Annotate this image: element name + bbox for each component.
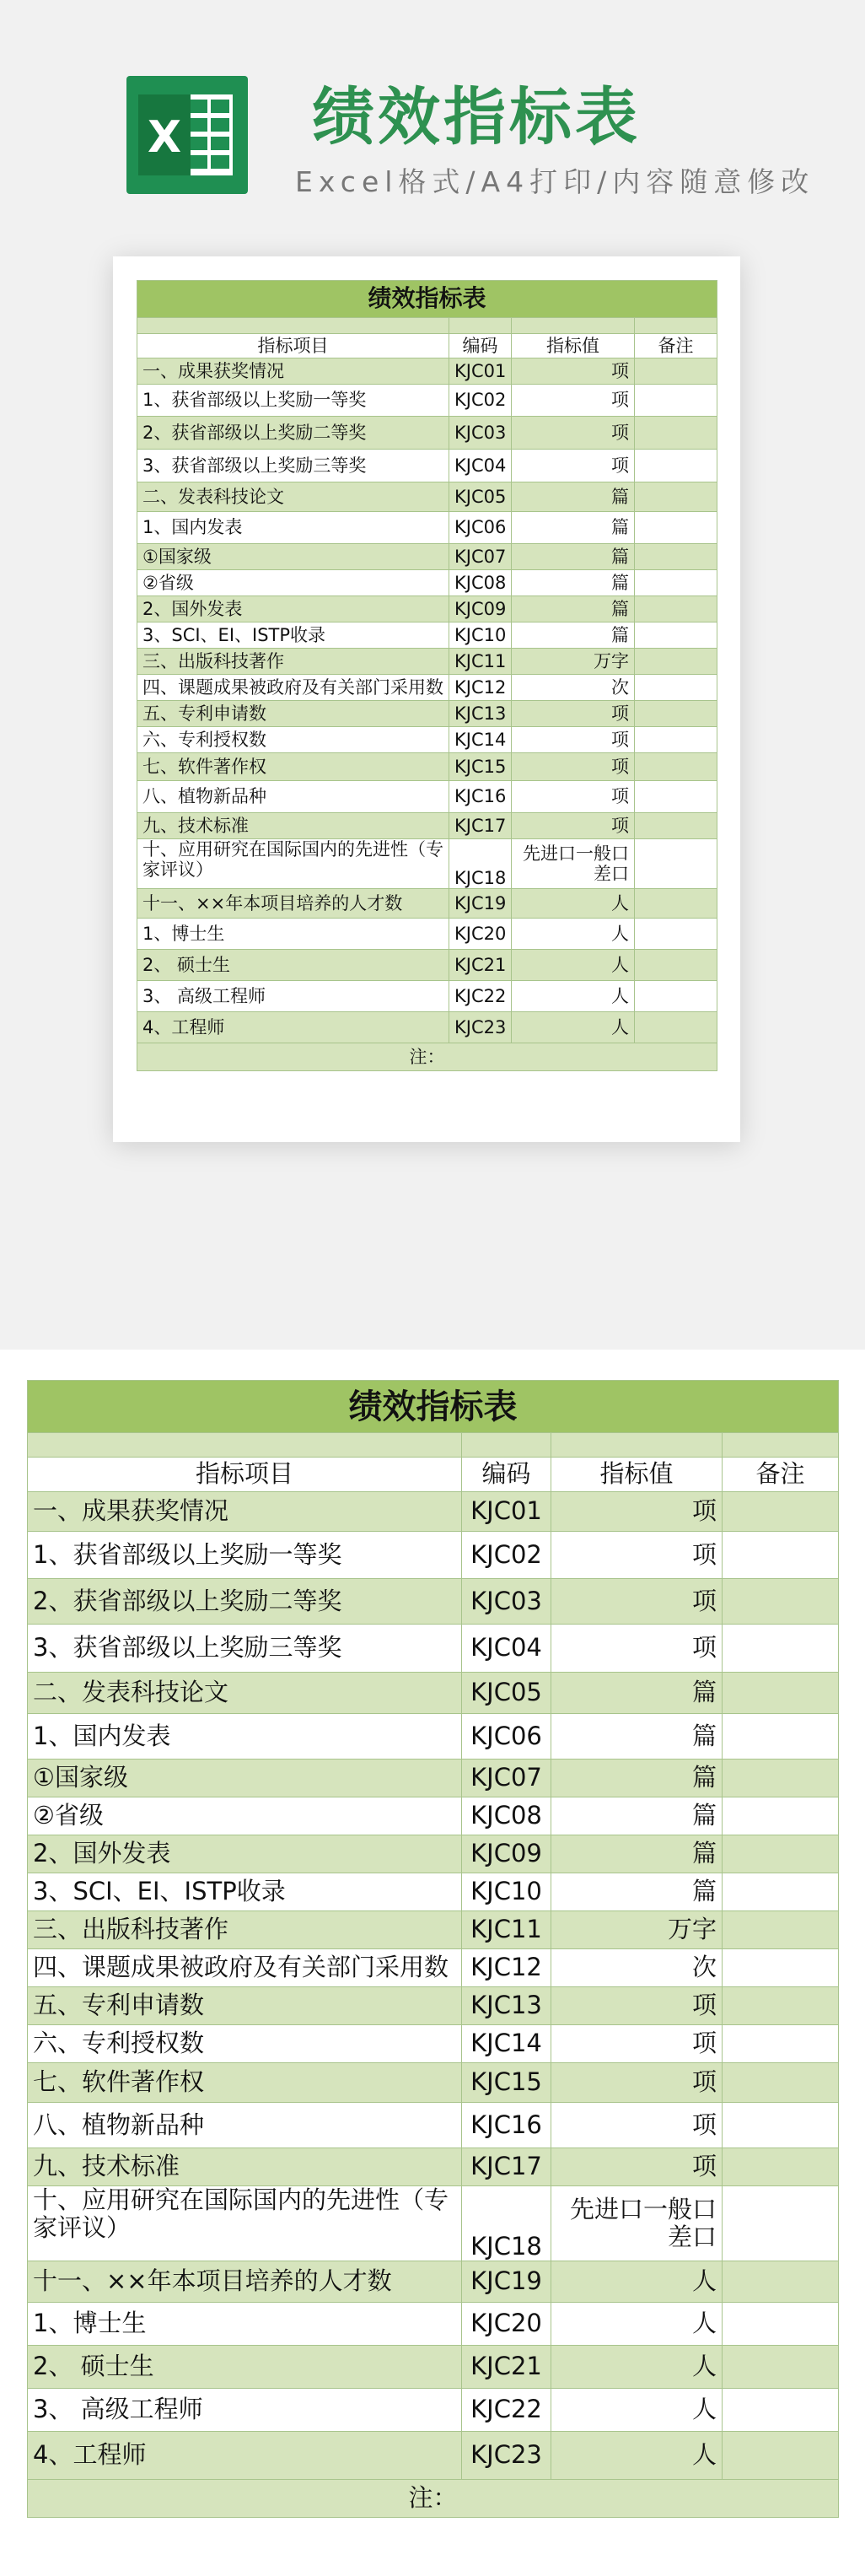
note-cell[interactable] — [723, 2148, 839, 2186]
note-cell[interactable] — [635, 675, 717, 701]
empty-cell[interactable] — [512, 318, 635, 334]
value-cell[interactable]: 项 — [551, 2063, 723, 2103]
column-header-item[interactable]: 指标项目 — [137, 334, 449, 358]
column-header-code[interactable]: 编码 — [449, 334, 512, 358]
table-row — [28, 1532, 839, 1579]
table-row — [28, 1714, 839, 1760]
value-cell[interactable]: 篇 — [512, 596, 635, 622]
item-cell[interactable]: ②省级 — [137, 570, 449, 596]
item-cell[interactable]: 二、发表科技论文 — [137, 482, 449, 512]
code-cell[interactable]: KJC17 — [462, 2148, 551, 2186]
table-row — [28, 2148, 839, 2186]
value-cell[interactable]: 项 — [551, 2148, 723, 2186]
note-cell[interactable] — [723, 1625, 839, 1673]
note-cell[interactable] — [723, 1673, 839, 1714]
sheet-title-cell[interactable]: 绩效指标表 — [137, 281, 717, 318]
item-cell[interactable]: 八、植物新品种 — [28, 2103, 462, 2148]
item-cell[interactable]: 2、获省部级以上奖励二等奖 — [137, 417, 449, 450]
value-cell[interactable]: 篇 — [551, 1835, 723, 1873]
footer-note-row — [28, 2480, 839, 2518]
item-cell[interactable]: 1、博士生 — [137, 919, 449, 950]
note-cell[interactable] — [723, 1987, 839, 2025]
note-cell[interactable] — [723, 1714, 839, 1760]
code-cell[interactable]: KJC02 — [449, 385, 512, 417]
empty-cell[interactable] — [137, 318, 449, 334]
value-cell[interactable]: 项 — [551, 1532, 723, 1579]
note-cell[interactable] — [635, 781, 717, 813]
value-cell[interactable]: 次 — [551, 1949, 723, 1987]
note-cell[interactable] — [723, 2103, 839, 2148]
value-cell[interactable]: 篇 — [512, 544, 635, 570]
value-cell[interactable]: 人 — [512, 919, 635, 950]
code-cell[interactable]: KJC10 — [449, 622, 512, 649]
code-cell[interactable]: KJC08 — [449, 570, 512, 596]
value-cell[interactable]: 项 — [551, 1987, 723, 2025]
code-cell[interactable]: KJC20 — [449, 919, 512, 950]
header-row — [137, 334, 717, 358]
note-cell[interactable] — [723, 1532, 839, 1579]
item-cell[interactable]: 四、课题成果被政府及有关部门采用数 — [137, 675, 449, 701]
table-row — [28, 1873, 839, 1911]
note-cell[interactable] — [635, 385, 717, 417]
page-title: 绩效指标表 — [312, 81, 641, 154]
code-cell[interactable]: KJC17 — [449, 813, 512, 839]
note-cell[interactable] — [723, 2025, 839, 2063]
code-cell[interactable]: KJC09 — [462, 1835, 551, 1873]
note-cell[interactable] — [635, 839, 717, 889]
item-cell[interactable]: 十一、××年本项目培养的人才数 — [137, 889, 449, 919]
note-cell[interactable] — [723, 2389, 839, 2432]
note-cell[interactable] — [723, 2303, 839, 2346]
table-row — [28, 2432, 839, 2480]
code-cell[interactable]: KJC11 — [449, 649, 512, 675]
note-cell[interactable] — [723, 1911, 839, 1949]
note-cell[interactable] — [723, 2346, 839, 2389]
sheet-title-cell[interactable]: 绩效指标表 — [28, 1381, 839, 1433]
item-cell[interactable]: 九、技术标准 — [137, 813, 449, 839]
item-cell[interactable]: 4、工程师 — [28, 2432, 462, 2480]
item-cell[interactable]: 2、国外发表 — [28, 1835, 462, 1873]
code-cell[interactable]: KJC12 — [462, 1949, 551, 1987]
item-cell[interactable]: 三、出版科技著作 — [137, 649, 449, 675]
code-cell[interactable]: KJC18 — [462, 2186, 551, 2261]
value-cell[interactable]: 人 — [512, 889, 635, 919]
table-row — [28, 1911, 839, 1949]
note-cell[interactable] — [635, 570, 717, 596]
code-cell[interactable]: KJC06 — [462, 1714, 551, 1760]
item-cell[interactable]: 六、专利授权数 — [137, 727, 449, 753]
value-cell[interactable]: 篇 — [551, 1760, 723, 1797]
table-row — [137, 813, 717, 839]
table-row — [137, 649, 717, 675]
value-cell[interactable]: 人 — [551, 2432, 723, 2480]
table-row — [137, 675, 717, 701]
header-row — [28, 1458, 839, 1492]
table-row — [137, 981, 717, 1012]
empty-cell[interactable] — [635, 318, 717, 334]
table-row — [137, 512, 717, 544]
table-row — [28, 1949, 839, 1987]
item-cell[interactable]: 1、获省部级以上奖励一等奖 — [137, 385, 449, 417]
table-row — [137, 544, 717, 570]
code-cell[interactable]: KJC18 — [449, 839, 512, 889]
column-header-value[interactable]: 指标值 — [512, 334, 635, 358]
code-cell[interactable]: KJC07 — [462, 1760, 551, 1797]
value-cell[interactable]: 人 — [551, 2261, 723, 2303]
table-row — [137, 417, 717, 450]
note-cell[interactable] — [723, 2063, 839, 2103]
note-cell[interactable] — [635, 450, 717, 482]
value-cell[interactable]: 项 — [512, 358, 635, 385]
table-row — [137, 753, 717, 781]
code-cell[interactable]: KJC12 — [449, 675, 512, 701]
value-cell[interactable]: 人 — [551, 2389, 723, 2432]
item-cell[interactable]: 十一、××年本项目培养的人才数 — [28, 2261, 462, 2303]
table-row — [137, 701, 717, 727]
item-cell[interactable]: 3、获省部级以上奖励三等奖 — [137, 450, 449, 482]
table-row — [137, 570, 717, 596]
note-cell[interactable] — [635, 622, 717, 649]
value-cell[interactable]: 先进口一般口差口 — [551, 2186, 723, 2261]
table-row — [137, 596, 717, 622]
note-cell[interactable] — [723, 2432, 839, 2480]
code-cell[interactable]: KJC03 — [449, 417, 512, 450]
item-cell[interactable]: ②省级 — [28, 1797, 462, 1835]
value-cell[interactable]: 篇 — [551, 1797, 723, 1835]
value-cell[interactable]: 项 — [512, 385, 635, 417]
code-cell[interactable]: KJC05 — [449, 482, 512, 512]
performance-table — [27, 1380, 839, 2518]
code-cell[interactable]: KJC06 — [449, 512, 512, 544]
table-row — [28, 1579, 839, 1625]
item-cell[interactable]: 3、SCI、EI、ISTP收录 — [137, 622, 449, 649]
table-row — [137, 919, 717, 950]
sheet-small — [137, 280, 717, 1071]
value-cell[interactable]: 人 — [551, 2346, 723, 2389]
svg-text:X: X — [147, 112, 182, 163]
code-cell[interactable]: KJC08 — [462, 1797, 551, 1835]
code-cell[interactable]: KJC04 — [462, 1625, 551, 1673]
sheet-large — [27, 1380, 838, 2518]
excel-icon — [126, 76, 248, 194]
code-cell[interactable]: KJC16 — [462, 2103, 551, 2148]
code-cell[interactable]: KJC13 — [462, 1987, 551, 2025]
value-cell[interactable]: 项 — [512, 753, 635, 781]
item-cell[interactable]: 2、获省部级以上奖励二等奖 — [28, 1579, 462, 1625]
table-row — [137, 889, 717, 919]
empty-cell[interactable] — [28, 1433, 462, 1458]
value-cell[interactable]: 人 — [551, 2303, 723, 2346]
value-cell[interactable]: 篇 — [512, 482, 635, 512]
column-header-value[interactable]: 指标值 — [551, 1458, 723, 1492]
item-cell[interactable]: 九、技术标准 — [28, 2148, 462, 2186]
note-cell[interactable] — [723, 1873, 839, 1911]
value-cell[interactable]: 项 — [551, 1625, 723, 1673]
item-cell[interactable]: ①国家级 — [28, 1760, 462, 1797]
table-row — [28, 1760, 839, 1797]
note-cell[interactable] — [635, 813, 717, 839]
item-cell[interactable]: 二、发表科技论文 — [28, 1673, 462, 1714]
item-cell[interactable]: 3、SCI、EI、ISTP收录 — [28, 1873, 462, 1911]
footer-note-cell[interactable]: 注： — [137, 1043, 717, 1071]
title-row — [28, 1381, 839, 1433]
code-cell[interactable]: KJC04 — [449, 450, 512, 482]
column-header-note[interactable]: 备注 — [635, 334, 717, 358]
code-cell[interactable]: KJC05 — [462, 1673, 551, 1714]
note-cell[interactable] — [635, 950, 717, 981]
item-cell[interactable]: 十、应用研究在国际国内的先进性（专家评议） — [28, 2186, 462, 2261]
item-cell[interactable]: 1、获省部级以上奖励一等奖 — [28, 1532, 462, 1579]
table-row — [137, 727, 717, 753]
value-cell[interactable]: 篇 — [512, 622, 635, 649]
note-cell[interactable] — [723, 1949, 839, 1987]
code-cell[interactable]: KJC01 — [462, 1492, 551, 1532]
code-cell[interactable]: KJC09 — [449, 596, 512, 622]
code-cell[interactable]: KJC02 — [462, 1532, 551, 1579]
code-cell[interactable]: KJC13 — [449, 701, 512, 727]
value-cell[interactable]: 项 — [512, 450, 635, 482]
item-cell[interactable]: 1、国内发表 — [137, 512, 449, 544]
table-row — [28, 2063, 839, 2103]
note-cell[interactable] — [723, 2261, 839, 2303]
value-cell[interactable]: 项 — [551, 2025, 723, 2063]
column-header-item[interactable]: 指标项目 — [28, 1458, 462, 1492]
value-cell[interactable]: 项 — [512, 781, 635, 813]
note-cell[interactable] — [635, 753, 717, 781]
note-cell[interactable] — [635, 727, 717, 753]
code-cell[interactable]: KJC19 — [449, 889, 512, 919]
code-cell[interactable]: KJC22 — [449, 981, 512, 1012]
table-row — [28, 1797, 839, 1835]
value-cell[interactable]: 项 — [512, 727, 635, 753]
table-row — [137, 450, 717, 482]
item-cell[interactable]: 3、获省部级以上奖励三等奖 — [28, 1625, 462, 1673]
table-row — [28, 2186, 839, 2261]
table-row — [137, 839, 717, 889]
note-cell[interactable] — [635, 596, 717, 622]
table-row — [137, 1012, 717, 1043]
item-cell[interactable]: 一、成果获奖情况 — [28, 1492, 462, 1532]
item-cell[interactable]: 五、专利申请数 — [137, 701, 449, 727]
code-cell[interactable]: KJC11 — [462, 1911, 551, 1949]
empty-cell[interactable] — [551, 1433, 723, 1458]
code-cell[interactable]: KJC21 — [449, 950, 512, 981]
item-cell[interactable]: 3、 高级工程师 — [28, 2389, 462, 2432]
code-cell[interactable]: KJC01 — [449, 358, 512, 385]
table-row — [137, 622, 717, 649]
table-row — [28, 2303, 839, 2346]
item-cell[interactable]: 2、 硕士生 — [28, 2346, 462, 2389]
item-cell[interactable]: 2、 硕士生 — [137, 950, 449, 981]
value-cell[interactable]: 人 — [512, 1012, 635, 1043]
item-cell[interactable]: 六、专利授权数 — [28, 2025, 462, 2063]
footer-note-row — [137, 1043, 717, 1071]
note-cell[interactable] — [635, 919, 717, 950]
note-cell[interactable] — [635, 544, 717, 570]
note-cell[interactable] — [723, 1579, 839, 1625]
spacer-row — [28, 1433, 839, 1458]
value-cell[interactable]: 项 — [512, 813, 635, 839]
table-row — [28, 2025, 839, 2063]
note-cell[interactable] — [723, 1760, 839, 1797]
performance-table — [137, 280, 717, 1071]
table-row — [137, 950, 717, 981]
value-cell[interactable]: 篇 — [512, 512, 635, 544]
value-cell[interactable]: 次 — [512, 675, 635, 701]
item-cell[interactable]: 2、国外发表 — [137, 596, 449, 622]
table-row — [28, 2103, 839, 2148]
table-row — [137, 385, 717, 417]
column-header-code[interactable]: 编码 — [462, 1458, 551, 1492]
value-cell[interactable]: 人 — [512, 950, 635, 981]
item-cell[interactable]: 1、博士生 — [28, 2303, 462, 2346]
item-cell[interactable]: 1、国内发表 — [28, 1714, 462, 1760]
item-cell[interactable]: 五、专利申请数 — [28, 1987, 462, 2025]
code-cell[interactable]: KJC16 — [449, 781, 512, 813]
value-cell[interactable]: 万字 — [551, 1911, 723, 1949]
item-cell[interactable]: 三、出版科技著作 — [28, 1911, 462, 1949]
spacer-row — [137, 318, 717, 334]
column-header-note[interactable]: 备注 — [723, 1458, 839, 1492]
code-cell[interactable]: KJC21 — [462, 2346, 551, 2389]
note-cell[interactable] — [635, 889, 717, 919]
note-cell[interactable] — [635, 512, 717, 544]
value-cell[interactable]: 项 — [512, 701, 635, 727]
code-cell[interactable]: KJC10 — [462, 1873, 551, 1911]
item-cell[interactable]: 十、应用研究在国际国内的先进性（专家评议） — [137, 839, 449, 889]
empty-cell[interactable] — [462, 1433, 551, 1458]
empty-cell[interactable] — [449, 318, 512, 334]
item-cell[interactable]: 八、植物新品种 — [137, 781, 449, 813]
item-cell[interactable]: 一、成果获奖情况 — [137, 358, 449, 385]
value-cell[interactable]: 项 — [551, 2103, 723, 2148]
footer-note-cell[interactable]: 注： — [28, 2480, 839, 2518]
table-row — [137, 482, 717, 512]
note-cell[interactable] — [635, 1012, 717, 1043]
value-cell[interactable]: 人 — [512, 981, 635, 1012]
value-cell[interactable]: 项 — [512, 417, 635, 450]
title-row — [137, 281, 717, 318]
note-cell[interactable] — [635, 358, 717, 385]
value-cell[interactable]: 项 — [551, 1492, 723, 1532]
table-row — [28, 1492, 839, 1532]
note-cell[interactable] — [723, 1835, 839, 1873]
value-cell[interactable]: 篇 — [512, 570, 635, 596]
value-cell[interactable]: 项 — [551, 1579, 723, 1625]
code-cell[interactable]: KJC20 — [462, 2303, 551, 2346]
note-cell[interactable] — [635, 649, 717, 675]
value-cell[interactable]: 篇 — [551, 1714, 723, 1760]
table-row — [28, 1987, 839, 2025]
code-cell[interactable]: KJC03 — [462, 1579, 551, 1625]
table-row — [28, 2261, 839, 2303]
note-cell[interactable] — [635, 981, 717, 1012]
table-row — [137, 358, 717, 385]
note-cell[interactable] — [723, 1797, 839, 1835]
value-cell[interactable]: 先进口一般口差口 — [512, 839, 635, 889]
code-cell[interactable]: KJC22 — [462, 2389, 551, 2432]
item-cell[interactable]: 3、 高级工程师 — [137, 981, 449, 1012]
value-cell[interactable]: 万字 — [512, 649, 635, 675]
code-cell[interactable]: KJC19 — [462, 2261, 551, 2303]
value-cell[interactable]: 篇 — [551, 1873, 723, 1911]
code-cell[interactable]: KJC15 — [462, 2063, 551, 2103]
item-cell[interactable]: 七、软件著作权 — [28, 2063, 462, 2103]
note-cell[interactable] — [635, 482, 717, 512]
item-cell[interactable]: 4、工程师 — [137, 1012, 449, 1043]
table-row — [28, 1673, 839, 1714]
code-cell[interactable]: KJC14 — [449, 727, 512, 753]
note-cell[interactable] — [635, 417, 717, 450]
item-cell[interactable]: 七、软件著作权 — [137, 753, 449, 781]
code-cell[interactable]: KJC23 — [449, 1012, 512, 1043]
code-cell[interactable]: KJC14 — [462, 2025, 551, 2063]
item-cell[interactable]: 四、课题成果被政府及有关部门采用数 — [28, 1949, 462, 1987]
table-row — [137, 781, 717, 813]
table-row — [28, 1625, 839, 1673]
note-cell[interactable] — [723, 2186, 839, 2261]
item-cell[interactable]: ①国家级 — [137, 544, 449, 570]
table-row — [28, 1835, 839, 1873]
code-cell[interactable]: KJC23 — [462, 2432, 551, 2480]
empty-cell[interactable] — [723, 1433, 839, 1458]
table-row — [28, 2346, 839, 2389]
note-cell[interactable] — [723, 1492, 839, 1532]
note-cell[interactable] — [635, 701, 717, 727]
page-subtitle: Excel格式/A4打印/内容随意修改 — [295, 165, 815, 198]
table-row — [28, 2389, 839, 2432]
code-cell[interactable]: KJC07 — [449, 544, 512, 570]
code-cell[interactable]: KJC15 — [449, 753, 512, 781]
value-cell[interactable]: 篇 — [551, 1673, 723, 1714]
sheet-preview-card — [113, 256, 740, 1142]
